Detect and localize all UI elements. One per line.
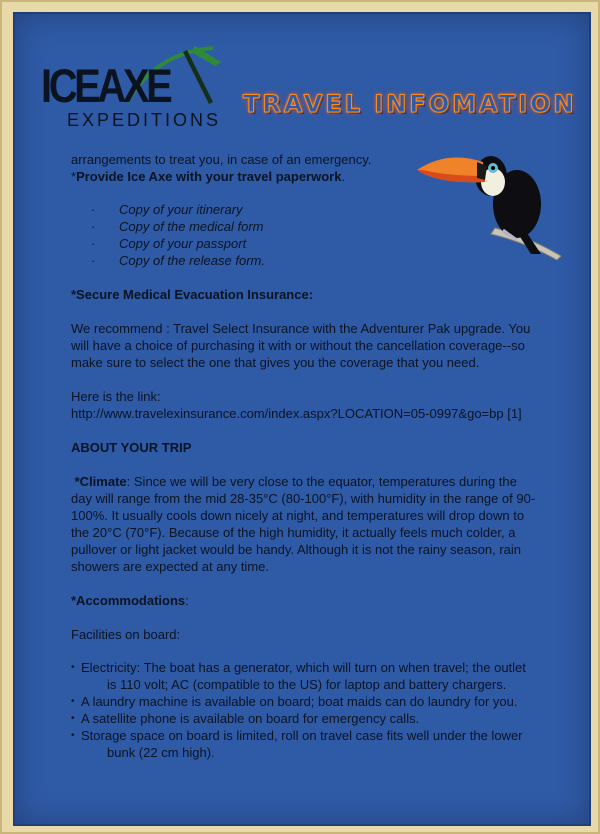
climate-label: *Climate (74, 474, 127, 489)
accommodations-suffix: : (185, 593, 189, 608)
logo-sub-text: EXPEDITIONS (67, 110, 222, 130)
main-content (71, 151, 541, 761)
link-intro: Here is the link: (71, 389, 161, 404)
list-item (71, 693, 541, 710)
list-item (71, 727, 541, 761)
climate-text: : Since we will be very close to the equator, temperatures during the day will range from the mid 28-35°C (80-100°F), with humidity in the range of 90-100%. It usually cools down nicely at night, and temperatures will drop down to the 20°C (70°F). Because of the high humidity, it actually feels much colder, a pullover or light jacket would be handy. Although it is not the rainy season, rain showers are expected at any time. (71, 474, 536, 574)
list-item (71, 659, 541, 693)
page-title: TRAVEL INFOMATION (243, 90, 577, 118)
accommodations-label: *Accommodations (71, 593, 186, 608)
facility-text: • A satellite phone is available on board for emergency calls. (81, 711, 420, 726)
evacuation-heading: *Secure Medical Evacuation Insurance: (71, 287, 314, 302)
paperwork-checklist (71, 201, 541, 269)
facilities-list (71, 659, 541, 761)
facility-text: • Storage space on board is limited, roll on travel case fits well under the lower (81, 728, 523, 743)
paperwork-line (71, 168, 541, 185)
accommodations-line (71, 592, 541, 609)
insurance-link[interactable]: http://www.travelexinsurance.com/index.aspx?LOCATION=05-0997&go=bp [1] (71, 406, 522, 421)
list-item: · Copy of your passport (71, 235, 541, 252)
climate-paragraph (71, 473, 541, 575)
about-heading: ABOUT YOUR TRIP (71, 440, 192, 455)
paperwork-prefix: * (71, 169, 77, 184)
paperwork-label: Provide Ice Axe with your travel paperwork (76, 169, 342, 184)
list-item: · Copy of your itinerary (71, 201, 541, 218)
facilities-intro: Facilities on board: (71, 627, 181, 642)
list-item: · Copy of the medical form (71, 218, 541, 235)
list-item (71, 710, 541, 727)
intro-text: arrangements to treat you, in case of an emergency. (71, 152, 372, 167)
document-page (13, 12, 591, 826)
ice-axe-logo (41, 44, 231, 144)
paperwork-suffix: . (341, 169, 346, 184)
logo-main-text: ICEAXE (41, 59, 170, 112)
evacuation-recommendation: We recommend : Travel Select Insurance with the Adventurer Pak upgrade. You will have a choice of purchasing it with or without the cancellation coverage--so make sure to select the one that gives you the coverage that you need. (71, 321, 531, 370)
facility-text-cont: bunk (22 cm high). (107, 745, 215, 760)
facility-text: • A laundry machine is available on board; boat maids can do laundry for you. (81, 694, 518, 709)
list-item: · Copy of the release form. (71, 252, 541, 269)
facility-text-cont: is 110 volt; AC (compatible to the US) for laptop and battery chargers. (107, 677, 507, 692)
facility-text: • Electricity: The boat has a generator, which will turn on when travel; the outlet (81, 660, 526, 675)
